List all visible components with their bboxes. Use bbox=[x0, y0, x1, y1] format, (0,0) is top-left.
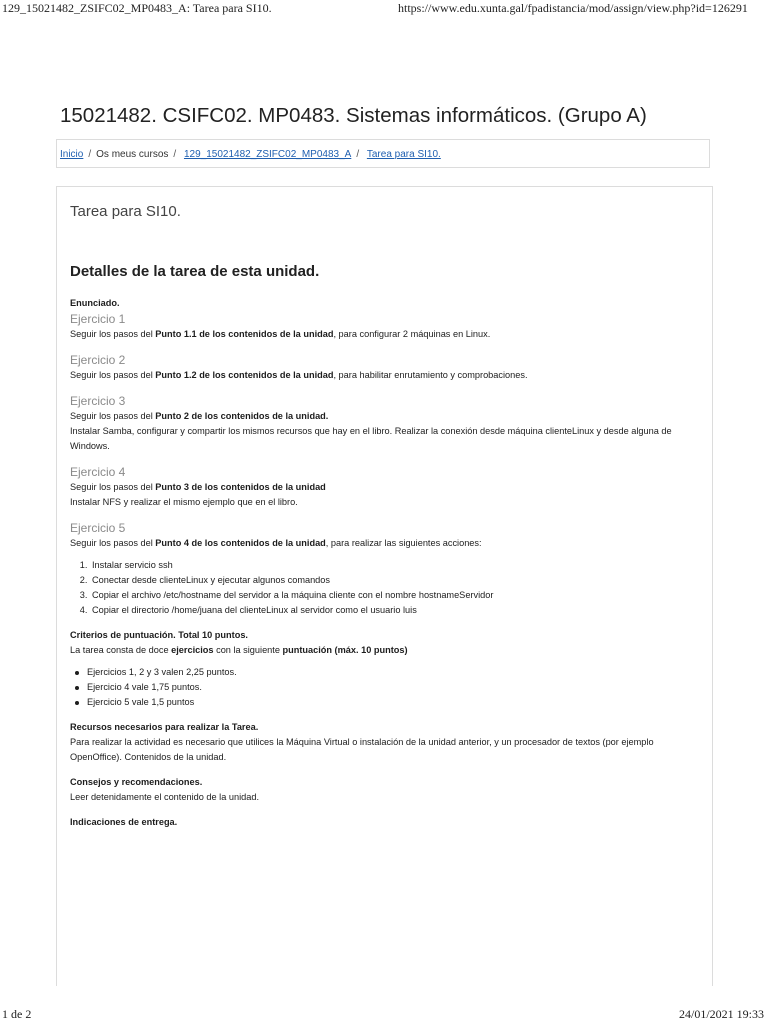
exercise-title: Ejercicio 4 bbox=[70, 465, 126, 479]
exercise-title: Ejercicio 3 bbox=[70, 394, 126, 408]
tips-text: Leer detenidamente el contenido de la unidad. bbox=[70, 792, 259, 802]
print-footer bbox=[0, 1004, 768, 1024]
exercise-extra-text: Instalar Samba, configurar y compartir los mismos recursos que hay en el libro. Realizar la conexión desde máquina clienteLinux y desde alguna de Windows. bbox=[70, 426, 672, 451]
exercise-text-pre: Seguir los pasos del bbox=[70, 370, 156, 380]
print-header bbox=[0, 0, 768, 20]
breadcrumb-separator: / bbox=[88, 149, 92, 160]
print-header-title: 129_15021482_ZSIFC02_MP0483_A: Tarea para SI10. bbox=[2, 1, 272, 15]
exercise-text-pre: Seguir los pasos del bbox=[70, 411, 156, 421]
exercise-text bbox=[70, 409, 690, 424]
assignment-title: Tarea para SI10. bbox=[70, 203, 181, 220]
breadcrumb-separator: / bbox=[356, 149, 360, 160]
breadcrumb-my-courses: Os meus cursos bbox=[96, 149, 169, 160]
exercise-5 bbox=[70, 520, 690, 618]
exercise-title: Ejercicio 1 bbox=[70, 312, 126, 326]
exercise-3 bbox=[70, 393, 690, 454]
exercise-text bbox=[70, 327, 690, 342]
delivery-section bbox=[70, 815, 690, 830]
exercise-2 bbox=[70, 352, 690, 383]
exercise-title: Ejercicio 2 bbox=[70, 353, 126, 367]
exercise-text-bold: Punto 2 de los contenidos de la unidad. bbox=[155, 411, 329, 421]
exercise-text-bold: Punto 1.1 de los contenidos de la unidad bbox=[155, 329, 334, 339]
assignment-content bbox=[56, 186, 713, 986]
list-item: 1. Instalar servicio ssh bbox=[90, 558, 690, 573]
tips-section bbox=[70, 775, 690, 805]
exercise-text-bold: Punto 3 de los contenidos de la unidad bbox=[155, 482, 326, 492]
exercise-text-post: , para habilitar enrutamiento y comprobaciones. bbox=[333, 370, 528, 380]
criteria-intro-bold: puntuación (máx. 10 puntos) bbox=[282, 645, 408, 655]
list-item: Ejercicio 4 vale 1,75 puntos. bbox=[87, 680, 690, 695]
breadcrumb-separator: / bbox=[173, 149, 177, 160]
criteria-section bbox=[70, 628, 690, 710]
criteria-intro-text: La tarea consta de doce bbox=[70, 645, 172, 655]
exercise-text-bold: Punto 1.2 de los contenidos de la unidad bbox=[155, 370, 334, 380]
exercise-1 bbox=[70, 311, 690, 342]
list-item: Ejercicios 1, 2 y 3 valen 2,25 puntos. bbox=[87, 665, 690, 680]
exercise-text-bold: Punto 4 de los contenidos de la unidad bbox=[155, 538, 326, 548]
print-header-url: https://www.edu.xunta.gal/fpadistancia/mod/assign/view.php?id=126291 bbox=[398, 1, 748, 15]
list-item: 4. Copiar el directorio /home/juana del clienteLinux al servidor como el usuario luis bbox=[90, 603, 690, 618]
exercise-text-post: , para configurar 2 máquinas en Linux. bbox=[333, 329, 491, 339]
criteria-intro bbox=[70, 643, 690, 658]
enunciado-label: Enunciado. bbox=[70, 298, 120, 308]
print-datetime: 24/01/2021 19:33 bbox=[678, 1007, 764, 1021]
exercise-text-pre: Seguir los pasos del bbox=[70, 329, 156, 339]
resources-section bbox=[70, 720, 690, 765]
breadcrumb-assignment-link[interactable]: Tarea para SI10. bbox=[366, 149, 441, 160]
resources-text: Para realizar la actividad es necesario que utilices la Máquina Virtual o instalación de la unidad anterior, y un procesador de textos (por ejemplo OpenOffice). Contenidos de la unidad. bbox=[70, 737, 654, 762]
exercise-text-pre: Seguir los pasos del bbox=[70, 538, 156, 548]
exercise-title: Ejercicio 5 bbox=[70, 521, 126, 535]
breadcrumb bbox=[56, 139, 710, 168]
exercise-4 bbox=[70, 464, 690, 510]
exercise-text bbox=[70, 480, 690, 495]
list-item: Ejercicio 5 vale 1,5 puntos bbox=[87, 695, 690, 710]
list-item: 2. Conectar desde clienteLinux y ejecutar algunos comandos bbox=[90, 573, 690, 588]
exercise-text bbox=[70, 536, 690, 551]
page-number: 1 de 2 bbox=[2, 1007, 32, 1021]
list-item: 3. Copiar el archivo /etc/hostname del servidor a la máquina cliente con el nombre hostnameServidor bbox=[90, 588, 690, 603]
resources-heading: Recursos necesarios para realizar la Tarea. bbox=[70, 722, 259, 732]
breadcrumb-home-link[interactable]: Inicio bbox=[60, 149, 84, 160]
exercise-extra-text: Instalar NFS y realizar el mismo ejemplo que en el libro. bbox=[70, 497, 298, 507]
tips-heading: Consejos y recomendaciones. bbox=[70, 777, 203, 787]
exercise-text-pre: Seguir los pasos del bbox=[70, 482, 156, 492]
details-heading: Detalles de la tarea de esta unidad. bbox=[70, 263, 320, 280]
delivery-heading: Indicaciones de entrega. bbox=[70, 817, 178, 827]
criteria-list bbox=[70, 665, 690, 710]
exercise-text bbox=[70, 368, 690, 383]
course-title: 15021482. CSIFC02. MP0483. Sistemas informáticos. (Grupo A) bbox=[60, 104, 647, 127]
criteria-intro-text: con la siguiente bbox=[213, 645, 283, 655]
breadcrumb-course-link[interactable]: 129_15021482_ZSIFC02_MP0483_A bbox=[183, 149, 352, 160]
criteria-intro-bold: ejercicios bbox=[171, 645, 214, 655]
exercise-text-post: , para realizar las siguientes acciones: bbox=[325, 538, 482, 548]
exercise-5-steps bbox=[70, 558, 690, 618]
assignment-description bbox=[70, 296, 690, 830]
criteria-heading: Criterios de puntuación. Total 10 puntos. bbox=[70, 630, 248, 640]
